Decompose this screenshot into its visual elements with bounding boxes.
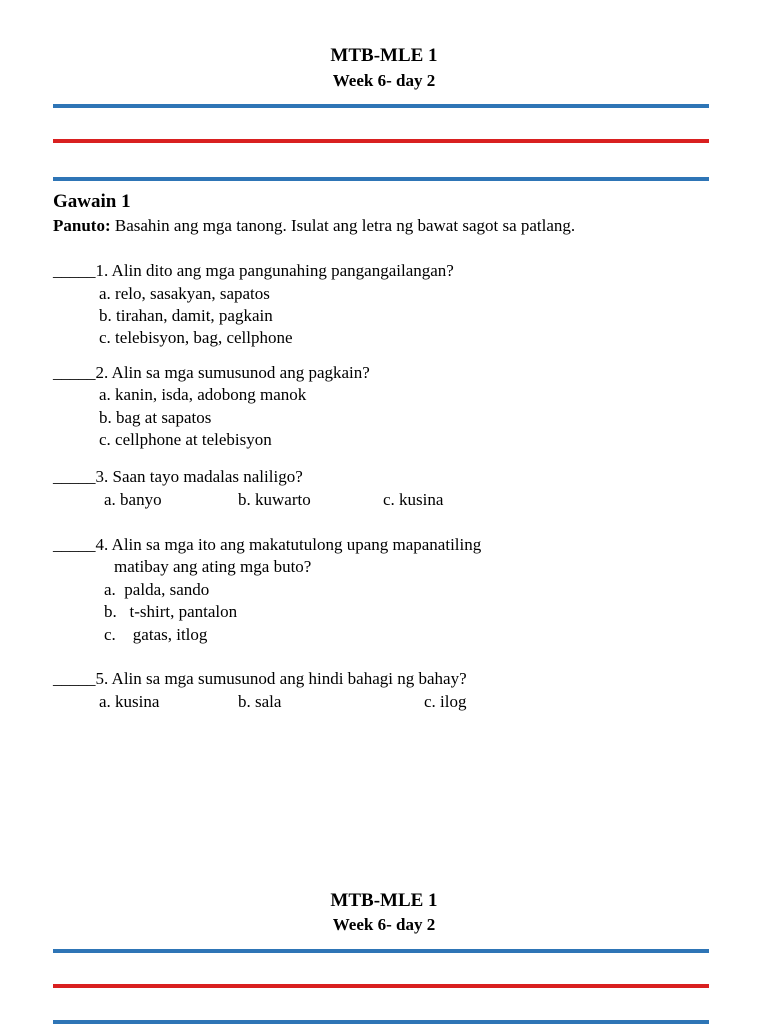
question-5-choice-c: c. ilog	[424, 692, 467, 711]
blue-rule-bottom	[53, 177, 709, 181]
question-5-choice-b: b. sala	[238, 692, 282, 711]
question-2-choice-a: a. kanin, isda, adobong manok	[99, 385, 307, 404]
page-2-blue-rule-top	[53, 949, 709, 953]
question-4-choice-b: b. t-shirt, pantalon	[104, 602, 238, 621]
question-4-stem: _____4. Alin sa mga ito ang makatutulong upang mapanatiling	[53, 535, 482, 554]
page-title: MTB-MLE 1	[330, 45, 438, 66]
instruction-text: Basahin ang mga tanong. Isulat ang letra ng bawat sagot sa patlang.	[110, 216, 576, 235]
page-2-blue-rule-bottom	[53, 1020, 709, 1024]
instruction	[53, 216, 575, 236]
question-1-choice-a: a. relo, sasakyan, sapatos	[99, 284, 270, 303]
question-3-choice-a: a. banyo	[104, 490, 162, 509]
question-4-choice-c: c. gatas, itlog	[104, 625, 208, 644]
question-3-stem: _____3. Saan tayo madalas naliligo?	[53, 467, 303, 486]
activity-title: Gawain 1	[53, 191, 131, 212]
page-2-title: MTB-MLE 1	[330, 890, 438, 911]
question-2-stem: _____2. Alin sa mga sumusunod ang pagkain?	[53, 363, 370, 382]
question-3-choice-b: b. kuwarto	[238, 490, 311, 509]
question-2-choice-b: b. bag at sapatos	[99, 408, 212, 427]
question-1-choice-c: c. telebisyon, bag, cellphone	[99, 328, 293, 347]
question-1-choice-b: b. tirahan, damit, pagkain	[99, 306, 273, 325]
page-2-subtitle: Week 6- day 2	[332, 915, 436, 934]
question-4-choice-a: a. palda, sando	[104, 580, 210, 599]
question-5-stem: _____5. Alin sa mga sumusunod ang hindi bahagi ng bahay?	[53, 669, 467, 688]
page-subtitle: Week 6- day 2	[332, 71, 436, 90]
page-2-red-rule	[53, 984, 709, 988]
red-rule	[53, 139, 709, 143]
question-3-choice-c: c. kusina	[383, 490, 444, 509]
instruction-label: Panuto:	[53, 216, 111, 235]
question-1-stem: _____1. Alin dito ang mga pangunahing pangangailangan?	[53, 261, 454, 280]
question-5-choice-a: a. kusina	[99, 692, 160, 711]
blue-rule-top	[53, 104, 709, 108]
question-2-choice-c: c. cellphone at telebisyon	[99, 430, 272, 449]
question-4-stem-continued: matibay ang ating mga buto?	[114, 557, 312, 576]
